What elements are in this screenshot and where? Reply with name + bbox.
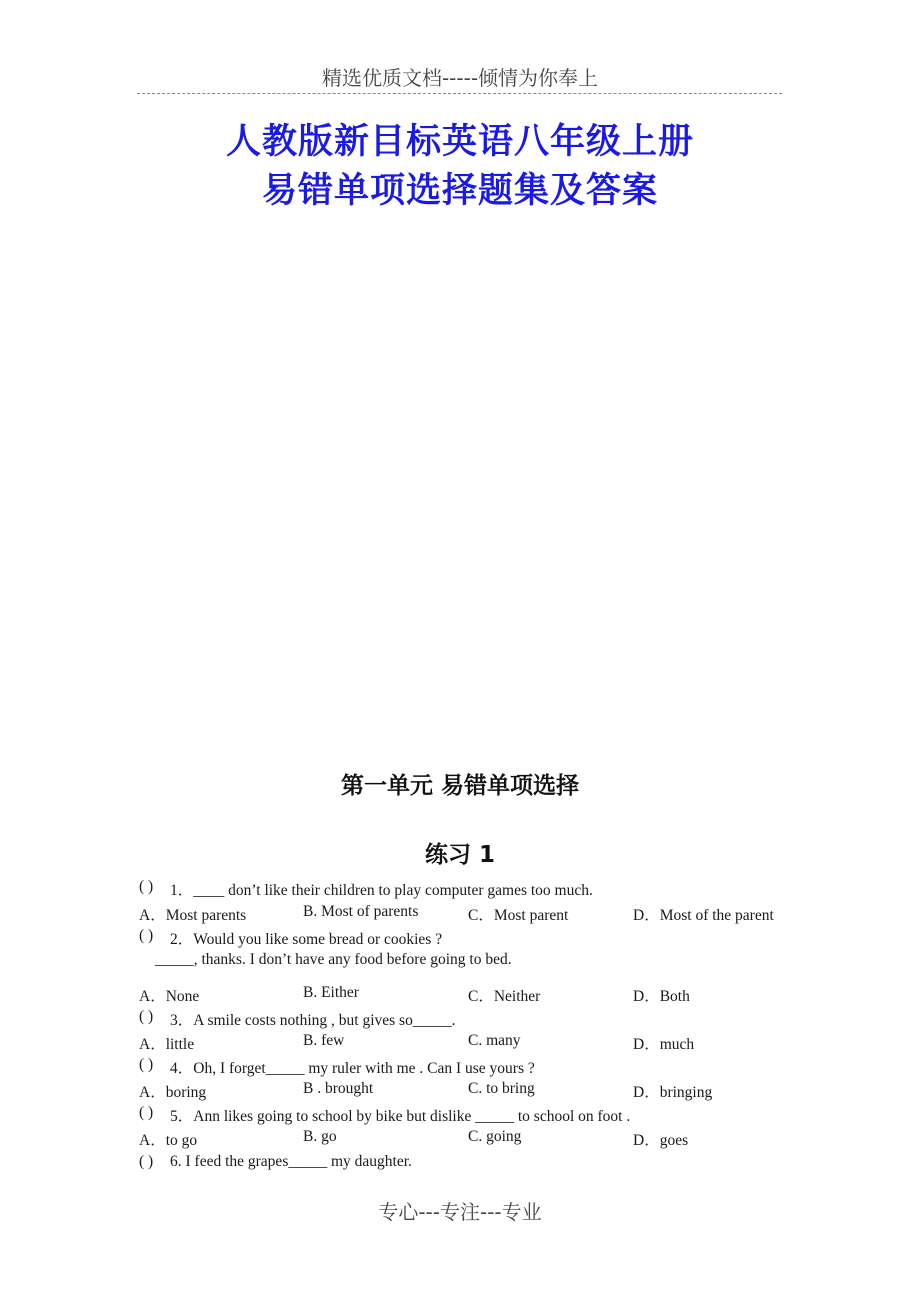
option-a: A．None [139, 988, 200, 1005]
question-text: 4．Oh, I forget_____ my ruler with me . Can I use yours ? [170, 1060, 535, 1077]
option-c: C. going [468, 1128, 522, 1145]
option-c: C. many [468, 1032, 521, 1049]
option-c: C. to bring [468, 1080, 535, 1097]
option-b: B. Either [303, 984, 359, 1001]
question-subline: _____, thanks. I don’t have any food before going to bed. [155, 951, 512, 968]
option-d: D．bringing [633, 1084, 713, 1101]
option-c: C．Most parent [468, 907, 569, 924]
answer-paren: ( ) [139, 878, 154, 895]
answer-paren: ( ) [139, 1153, 154, 1170]
option-b: B. few [303, 1032, 345, 1049]
option-d: D．goes [633, 1132, 689, 1149]
document-title-line-1: 人教版新目标英语八年级上册 [225, 122, 694, 162]
answer-paren: ( ) [139, 927, 154, 944]
option-d: D．Most of the parent [633, 907, 774, 924]
option-a: A．Most parents [139, 907, 247, 924]
option-b: B . brought [303, 1080, 374, 1097]
option-d: D．much [633, 1036, 695, 1053]
question-text: 6. I feed the grapes_____ my daughter. [170, 1153, 412, 1170]
page-header: 精选优质文档-----倾情为你奉上 [321, 66, 599, 90]
option-a: A．boring [139, 1084, 207, 1101]
option-a: A．to go [139, 1132, 198, 1149]
option-c: C．Neither [468, 988, 541, 1005]
practice-heading: 练习 1 [424, 842, 495, 868]
answer-paren: ( ) [139, 1104, 154, 1121]
question-text: 5．Ann likes going to school by bike but dislike _____ to school on foot . [170, 1108, 631, 1125]
option-b: B. Most of parents [303, 903, 419, 920]
question-text: 3．A smile costs nothing , but gives so_____. [170, 1012, 456, 1029]
document-title-line-2: 易错单项选择题集及答案 [261, 171, 658, 211]
answer-paren: ( ) [139, 1056, 154, 1073]
question-text: 2．Would you like some bread or cookies ? [170, 931, 443, 948]
option-d: D．Both [633, 988, 690, 1005]
question-text: 1．____ don’t like their children to play computer games too much. [170, 882, 593, 899]
header-divider [137, 93, 782, 94]
answer-paren: ( ) [139, 1008, 154, 1025]
option-b: B. go [303, 1128, 337, 1145]
option-a: A．little [139, 1036, 195, 1053]
page-footer: 专心---专注---专业 [378, 1200, 542, 1224]
unit-heading: 第一单元 易错单项选择 [340, 773, 579, 799]
